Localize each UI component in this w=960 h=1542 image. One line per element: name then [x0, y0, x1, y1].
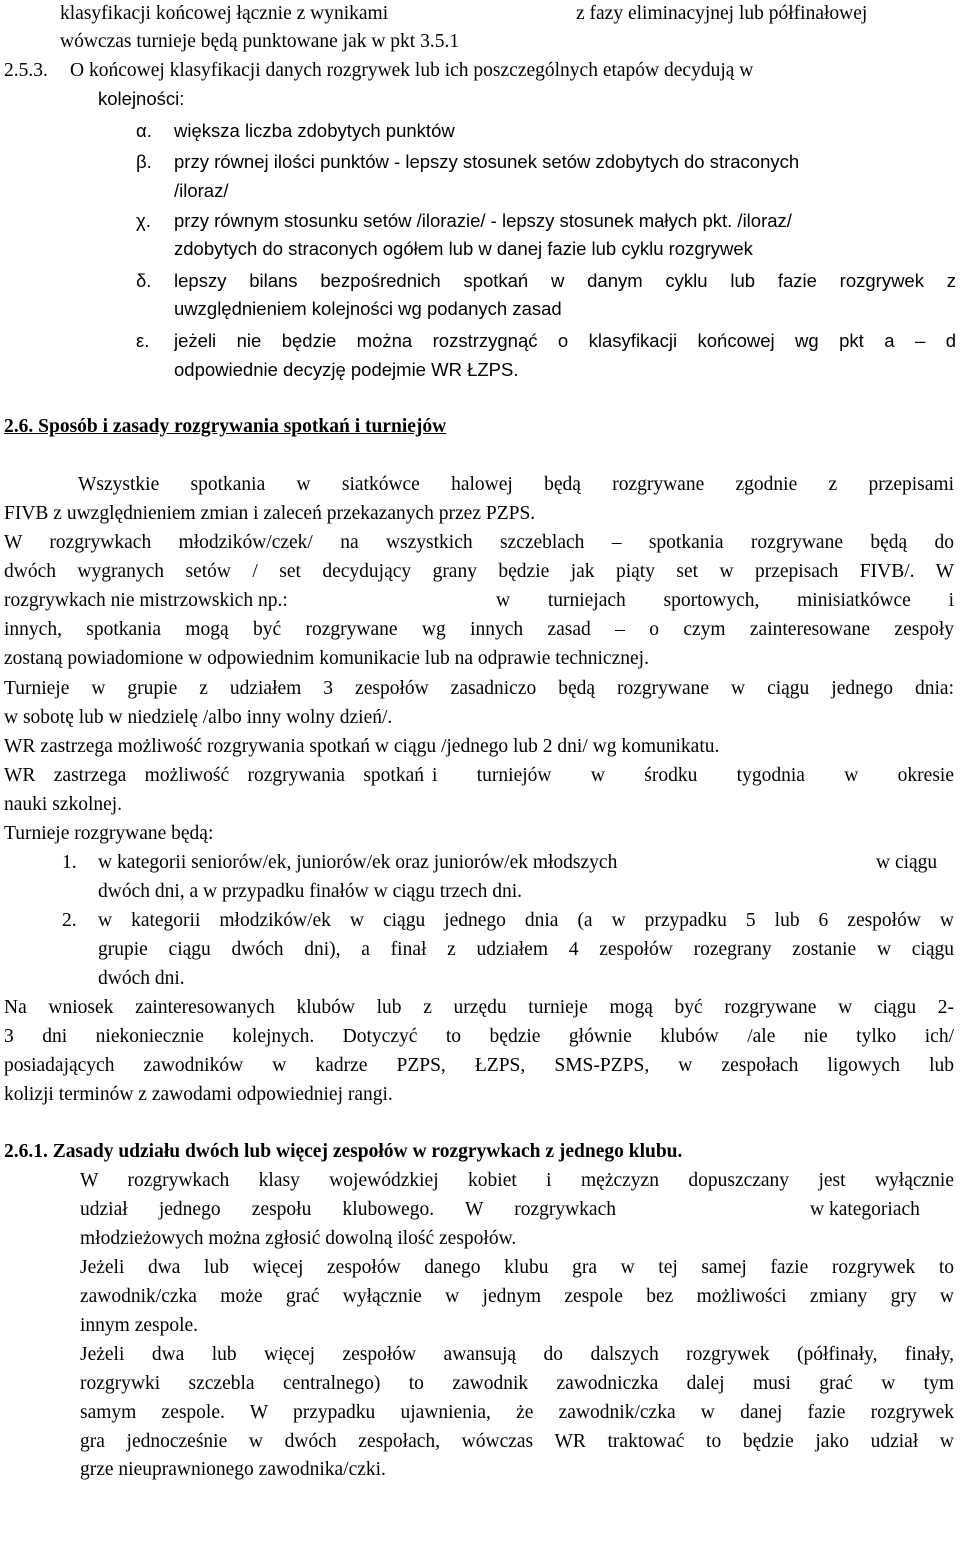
text-fragment: z fazy eliminacyjnej lub półfinałowej — [576, 3, 868, 24]
text-line — [0, 557, 960, 586]
list-item-text: większa liczba zdobytych punktów — [174, 120, 455, 141]
list-item-delta — [0, 266, 960, 295]
text-line — [0, 0, 960, 28]
paragraph-line: Wszystkie spotkania w siatkówce halowej będą rozgrywane zgodnie z przepisami — [78, 474, 954, 495]
list-marker: δ. — [136, 270, 152, 291]
paragraph-line: innym zespole. — [80, 1315, 199, 1336]
section-heading-2-6 — [0, 412, 960, 441]
paragraph-line: Jeżeli dwa lub więcej zespołów danego klubu gra w tej samej fazie rozgrywek to — [80, 1257, 954, 1278]
paragraph-line: gra jednocześnie w dwóch zespołach, wówczas WR traktować to będzie jako udział w — [80, 1431, 954, 1452]
paragraph-line: udział jednego zespołu klubowego. W rozgrywkach — [80, 1199, 616, 1220]
text-line — [0, 1455, 960, 1484]
text-line — [0, 1195, 960, 1224]
paragraph-line: W rozgrywkach młodzików/czek/ na wszystkich szczeblach – spotkania rozgrywane będą do — [4, 532, 954, 553]
list-marker: α. — [136, 120, 152, 141]
paragraph-line: nauki szkolnej. — [4, 794, 123, 815]
list-marker: χ. — [136, 210, 151, 231]
text-line — [0, 499, 960, 528]
text-fragment: klasyfikacji końcowej łącznie z wynikami — [60, 3, 389, 24]
text-line — [0, 470, 960, 499]
list-item-text: w ciągu — [876, 852, 938, 873]
list-item-beta — [0, 147, 960, 176]
paragraph-line: posiadających zawodników w kadrze PZPS, ŁZPS, SMS-PZPS, w zespołach ligowych lub — [4, 1055, 954, 1076]
paragraph-line: kolizji terminów z zawodami odpowiedniej rangi. — [4, 1084, 393, 1105]
text-line — [0, 1253, 960, 1282]
list-item-text: dwóch dni, a w przypadku finałów w ciągu trzech dni. — [98, 881, 522, 902]
text-line — [0, 993, 960, 1022]
list-item-text: w kategorii młodzików/ek w ciągu jednego dnia (a w przypadku 5 lub 6 zespołów w — [98, 910, 954, 931]
text-line — [0, 703, 960, 732]
paragraph-line: WR zastrzega możliwość rozgrywania spotkań w ciągu /jednego lub 2 dni/ wg komunikatu. — [4, 736, 720, 757]
paragraph-line: i turniejów w środku tygodnia w okresie — [432, 765, 954, 786]
text-line — [0, 84, 960, 113]
paragraph-line: Jeżeli dwa lub więcej zespołów awansują do dalszych rozgrywek (półfinały, finały, — [80, 1344, 954, 1365]
numbered-item-2 — [0, 906, 960, 935]
numbered-item-continuation — [0, 964, 960, 993]
list-item-text: przy równej ilości punktów - lepszy stosunek setów zdobytych do straconych — [174, 151, 800, 172]
numbered-item-continuation — [0, 877, 960, 906]
section-heading: 2.6. Sposób i zasady rozgrywania spotkań i turniejów — [4, 416, 447, 437]
paragraph-line: rozgrywki szczebla centralnego) to zawodnik zawodniczka dalej musi grać w tym — [80, 1373, 954, 1394]
list-item-chi — [0, 206, 960, 235]
paragraph-line: dwóch wygranych setów / set decydujący grany będzie jak piąty set w przepisach FIVB/. W — [4, 561, 954, 582]
text-line — [0, 732, 960, 761]
list-item-text: dwóch dni. — [98, 968, 185, 989]
text-fragment: wówczas turnieje będą punktowane jak w pkt 3.5.1 — [60, 31, 460, 52]
paragraph-line: młodzieżowych można zgłosić dowolną ilość zespołów. — [80, 1228, 517, 1249]
list-item-text: przy równym stosunku setów /ilorazie/ - lepszy stosunek małych pkt. /iloraz/ — [174, 210, 792, 231]
paragraph-line: innych, spotkania mogą być rozgrywane wg innych zasad – o czym zainteresowane zespoły — [4, 619, 954, 640]
text-line — [0, 1080, 960, 1109]
paragraph-line: Turnieje rozgrywane będą: — [4, 823, 214, 844]
text-line — [0, 1282, 960, 1311]
text-line — [0, 615, 960, 644]
list-item-text: uwzględnieniem kolejności wg podanych zasad — [174, 298, 562, 319]
list-item-text: zdobytych do straconych ogółem lub w danej fazie lub cyklu rozgrywek — [174, 238, 753, 259]
paragraph-line: w turniejach sportowych, minisiatkówce i — [496, 590, 954, 611]
text-line — [0, 1311, 960, 1340]
numbered-item-continuation — [0, 935, 960, 964]
paragraph-line: W rozgrywkach klasy wojewódzkiej kobiet i mężczyzn dopuszczany jest wyłącznie — [80, 1170, 954, 1191]
list-item-text: lepszy bilans bezpośrednich spotkań w danym cyklu lub fazie rozgrywek z — [174, 270, 956, 291]
paragraph-line: zawodnik/czka może grać wyłącznie w jednym zespole bez możliwości zmiany gry w — [80, 1286, 954, 1307]
list-item-alpha — [0, 116, 960, 145]
text-line — [0, 644, 960, 673]
text-line — [0, 27, 960, 56]
paragraph-line: grze nieuprawnionego zawodnika/czki. — [80, 1459, 386, 1480]
paragraph-line: zostaną powiadomione w odpowiednim komunikacie lub na odprawie technicznej. — [4, 648, 649, 669]
list-item-continuation — [0, 176, 960, 205]
paragraph-line: Turnieje w grupie z udziałem 3 zespołów zasadniczo będą rozgrywane w ciągu jednego dnia: — [4, 678, 954, 699]
paragraph-line: Na wniosek zainteresowanych klubów lub z urzędu turnieje mogą być rozgrywane w ciągu 2- — [4, 997, 954, 1018]
text-line — [0, 1427, 960, 1456]
text-line — [0, 1340, 960, 1369]
paragraph-line: FIVB z uwzględnieniem zmian i zaleceń przekazanych przez PZPS. — [4, 503, 536, 524]
section-2-5-3-line — [0, 56, 960, 85]
text-line — [0, 528, 960, 557]
paragraph-line: samym zespole. W przypadku ujawnienia, że zawodnik/czka w danej fazie rozgrywek — [80, 1402, 954, 1423]
text-line — [0, 819, 960, 848]
paragraph-line: 3 dni niekoniecznie kolejnych. Dotyczyć to będzie głównie klubów /ale nie tylko ich/ — [4, 1026, 954, 1047]
section-heading: 2.6.1. Zasady udziału dwóch lub więcej zespołów w rozgrywkach z jednego klubu. — [4, 1141, 683, 1162]
section-heading-2-6-1 — [0, 1137, 960, 1166]
list-item-epsilon — [0, 326, 960, 355]
list-item-text: odpowiednie decyzję podejmie WR ŁZPS. — [174, 359, 519, 380]
paragraph-line: w sobotę lub w niedzielę /albo inny wolny dzień/. — [4, 707, 393, 728]
text-line — [0, 790, 960, 819]
text-line — [0, 1051, 960, 1080]
numbered-item-1 — [0, 848, 960, 877]
section-number: 2.5.3. — [4, 60, 48, 81]
text-line — [0, 1369, 960, 1398]
paragraph-line: w kategoriach — [810, 1199, 920, 1220]
list-item-continuation — [0, 355, 960, 384]
text-fragment: kolejności: — [98, 88, 185, 109]
text-line — [0, 1224, 960, 1253]
list-item-text: /iloraz/ — [174, 180, 229, 201]
list-number: 1. — [62, 852, 77, 873]
text-line — [0, 674, 960, 703]
list-item-text: jeżeli nie będzie można rozstrzygnąć o klasyfikacji końcowej wg pkt a – d — [174, 330, 956, 351]
list-number: 2. — [62, 910, 77, 931]
paragraph-line: rozgrywkach nie mistrzowskich np.: — [4, 590, 288, 611]
list-item-text: w kategorii seniorów/ek, juniorów/ek oraz juniorów/ek młodszych — [98, 852, 618, 873]
list-marker: β. — [136, 151, 152, 172]
text-line — [0, 1022, 960, 1051]
text-line — [0, 586, 960, 615]
paragraph-line: WR zastrzega możliwość rozgrywania spotkań — [4, 765, 424, 786]
text-line — [0, 1398, 960, 1427]
text-line — [0, 761, 960, 790]
list-item-continuation — [0, 294, 960, 323]
list-item-text: grupie ciągu dwóch dni), a finał z udziałem 4 zespołów rozegrany zostanie w ciągu — [98, 939, 954, 960]
text-fragment: O końcowej klasyfikacji danych rozgrywek lub ich poszczególnych etapów decydują w — [70, 60, 754, 81]
list-item-continuation — [0, 234, 960, 263]
text-line — [0, 1166, 960, 1195]
list-marker: ε. — [136, 330, 150, 351]
